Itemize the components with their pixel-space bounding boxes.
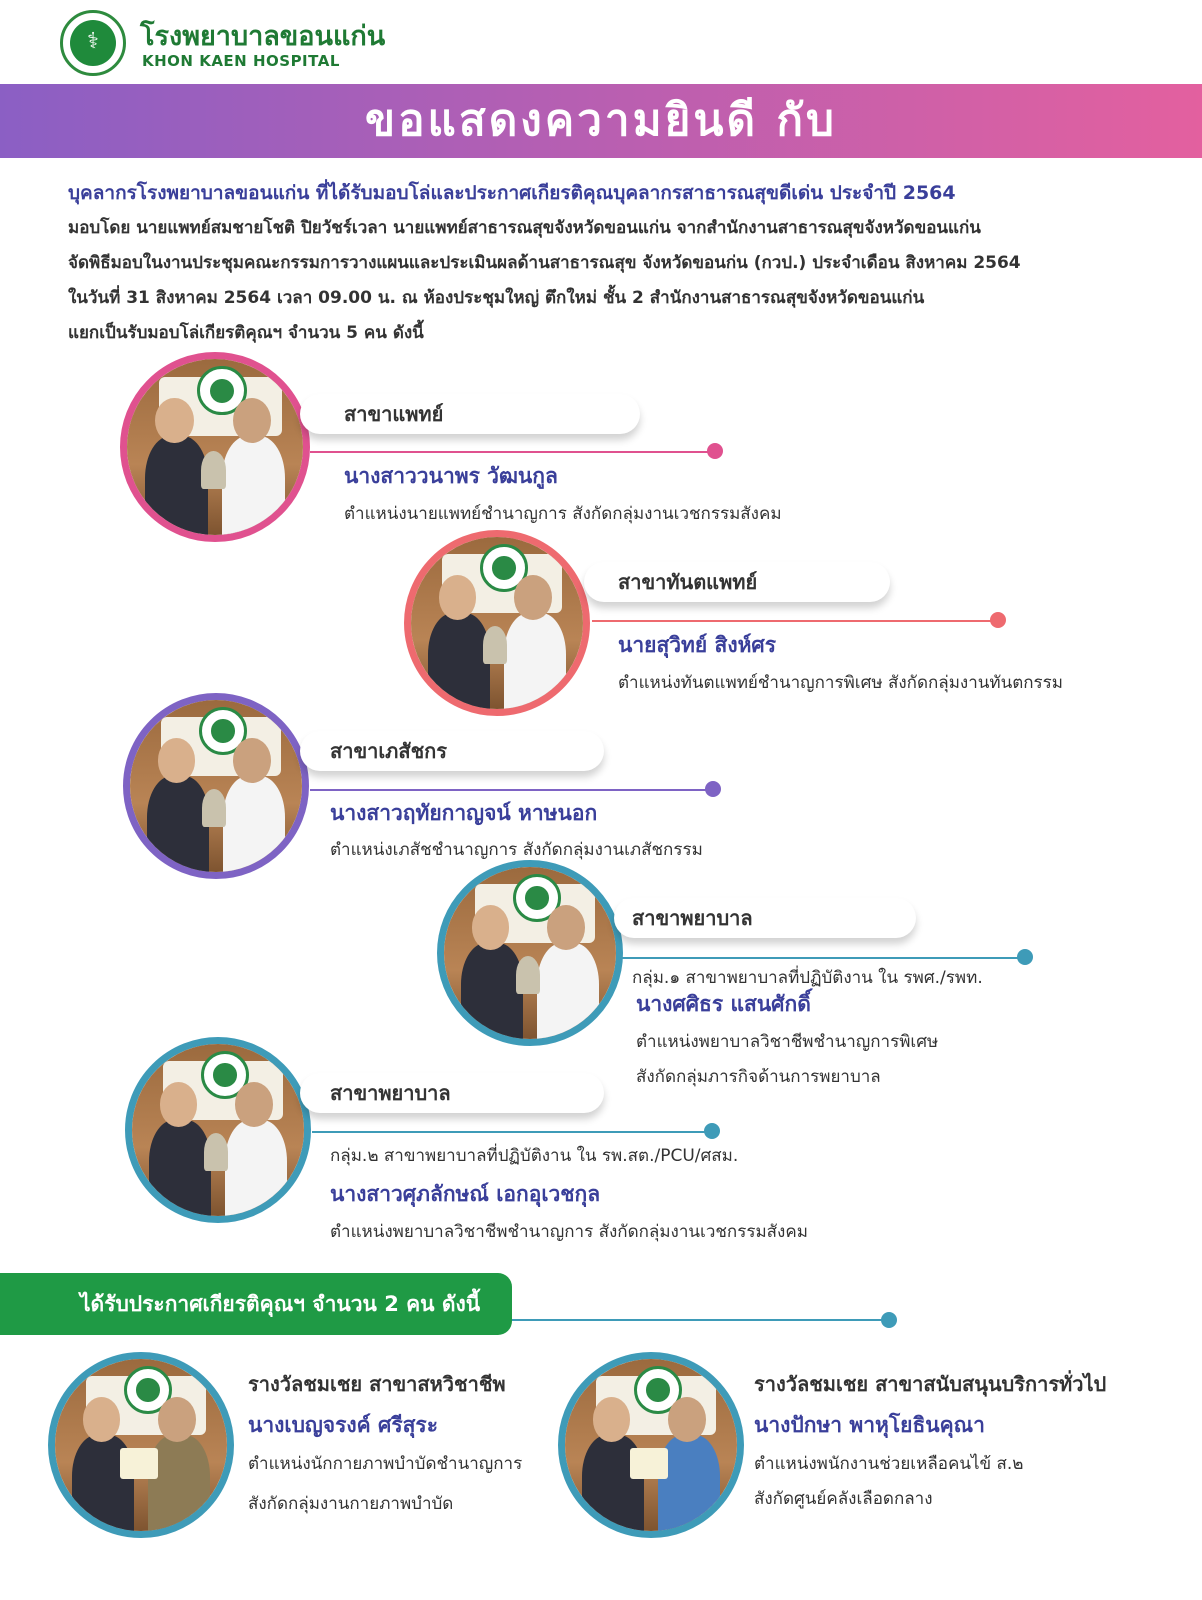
awardee-photo (125, 1037, 311, 1223)
connector-line (512, 1319, 884, 1321)
awardee-name: นายสุวิทย์ สิงห์ศร (618, 633, 777, 657)
branch-label: สาขาพยาบาล (632, 906, 753, 930)
award-title: รางวัลชมเชย สาขาสหวิชาชีพ (248, 1372, 506, 1396)
award-title: รางวัลชมเชย สาขาสนับสนุนบริการทั่วไป (754, 1372, 1107, 1396)
awardee-photo (48, 1352, 234, 1538)
hospital-name-english: KHON KAEN HOSPITAL (142, 52, 340, 70)
awardee-photo (123, 693, 309, 879)
awardee-position: ตำแหน่งทันตแพทย์ชำนาญการพิเศษ สังกัดกลุ่มงานทันตกรรม (618, 673, 1064, 693)
connector-dot (881, 1312, 897, 1328)
branch-label: สาขาแพทย์ (344, 402, 444, 426)
certificate-section-title: ได้รับประกาศเกียรติคุณฯ จำนวน 2 คน ดังนี้ (80, 1292, 481, 1316)
awardee-photo (437, 860, 623, 1046)
banner-title: ขอแสดงความยินดี กับ (365, 95, 837, 146)
connector-dot (1017, 949, 1033, 965)
awardee-position: ตำแหน่งเภสัชชำนาญการ สังกัดกลุ่มงานเภสัชกรรม (330, 840, 703, 860)
awardee-position: ตำแหน่งพยาบาลวิชาชีพชำนาญการพิเศษ (636, 1032, 939, 1052)
connector-line (310, 789, 708, 791)
intro-line: แยกเป็นรับมอบโล่เกียรติคุณฯ จำนวน 5 คน ดังนี้ (68, 323, 424, 343)
awardee-department: สังกัดกลุ่มภารกิจด้านการพยาบาล (636, 1067, 881, 1087)
hospital-logo (60, 10, 126, 76)
awardee-name: นางสาววนาพร วัฒนกูล (344, 464, 558, 488)
connector-dot (707, 443, 723, 459)
connector-line (310, 451, 710, 453)
awardee-position: ตำแหน่งพยาบาลวิชาชีพชำนาญการ สังกัดกลุ่มงานเวชกรรมสังคม (330, 1222, 808, 1242)
intro-line: มอบโดย นายแพทย์สมชายโชติ ปิยวัชร์เวลา นายแพทย์สาธารณสุขจังหวัดขอนแก่น จากสำนักงานสาธารณสุขจังหวัดขอนแก่น (68, 218, 981, 238)
connector-dot (704, 1123, 720, 1139)
connector-dot (705, 781, 721, 797)
intro-lead: บุคลากรโรงพยาบาลขอนแก่น ที่ได้รับมอบโล่และประกาศเกียรติคุณบุคลากรสาธารณสุขดีเด่น ประจำปี 2564 (68, 182, 956, 204)
connector-line (592, 620, 992, 622)
awardee-position: ตำแหน่งพนักงานช่วยเหลือคนไข้ ส.๒ (754, 1454, 1024, 1474)
awardee-name: นางปักษา พาหุโยธินคุณา (754, 1413, 985, 1437)
awardee-department: สังกัดศูนย์คลังเลือดกลาง (754, 1489, 933, 1509)
group-subtitle: กลุ่ม.๒ สาขาพยาบาลที่ปฏิบัติงาน ใน รพ.สต./PCU/ศสม. (330, 1146, 739, 1166)
awardee-name: นางศศิธร แสนศักดิ์ (636, 992, 811, 1016)
hospital-name-thai: โรงพยาบาลขอนแก่น (140, 21, 386, 52)
branch-label: สาขาพยาบาล (330, 1081, 451, 1105)
hospital-seal-icon: ⚕ (70, 20, 116, 66)
intro-line: ในวันที่ 31 สิงหาคม 2564 เวลา 09.00 น. ณ ห้องประชุมใหญ่ ตึกใหม่ ชั้น 2 สำนักงานสาธารณสุขจังหวัดขอนแก่น (68, 288, 925, 308)
awardee-department: สังกัดกลุ่มงานกายภาพบำบัด (248, 1494, 454, 1514)
branch-label: สาขาเภสัชกร (330, 739, 447, 763)
awardee-name: นางสาวฤทัยกาญจน์ หาษนอก (330, 801, 598, 825)
awardee-position: ตำแหน่งนายแพทย์ชำนาญการ สังกัดกลุ่มงานเวชกรรมสังคม (344, 504, 782, 524)
awardee-position: ตำแหน่งนักกายภาพบำบัดชำนาญการ (248, 1454, 523, 1474)
awardee-name: นางเบญจรงค์ ศรีสุระ (248, 1413, 438, 1437)
group-subtitle: กลุ่ม.๑ สาขาพยาบาลที่ปฏิบัติงาน ใน รพศ./รพท. (632, 968, 983, 988)
awardee-name: นางสาวศุภลักษณ์ เอกอุเวชกุล (330, 1182, 601, 1206)
awardee-photo (120, 352, 310, 542)
connector-line (312, 1131, 708, 1133)
connector-line (622, 957, 1022, 959)
awardee-photo (558, 1352, 744, 1538)
connector-dot (990, 612, 1006, 628)
awardee-photo (404, 530, 590, 716)
branch-label: สาขาทันตแพทย์ (618, 570, 758, 594)
intro-line: จัดพิธีมอบในงานประชุมคณะกรรมการวางแผนและประเมินผลด้านสาธารณสุข จังหวัดขอนก่น (กวป.) ประจำเดือน สิงหาคม 2564 (68, 253, 1021, 273)
